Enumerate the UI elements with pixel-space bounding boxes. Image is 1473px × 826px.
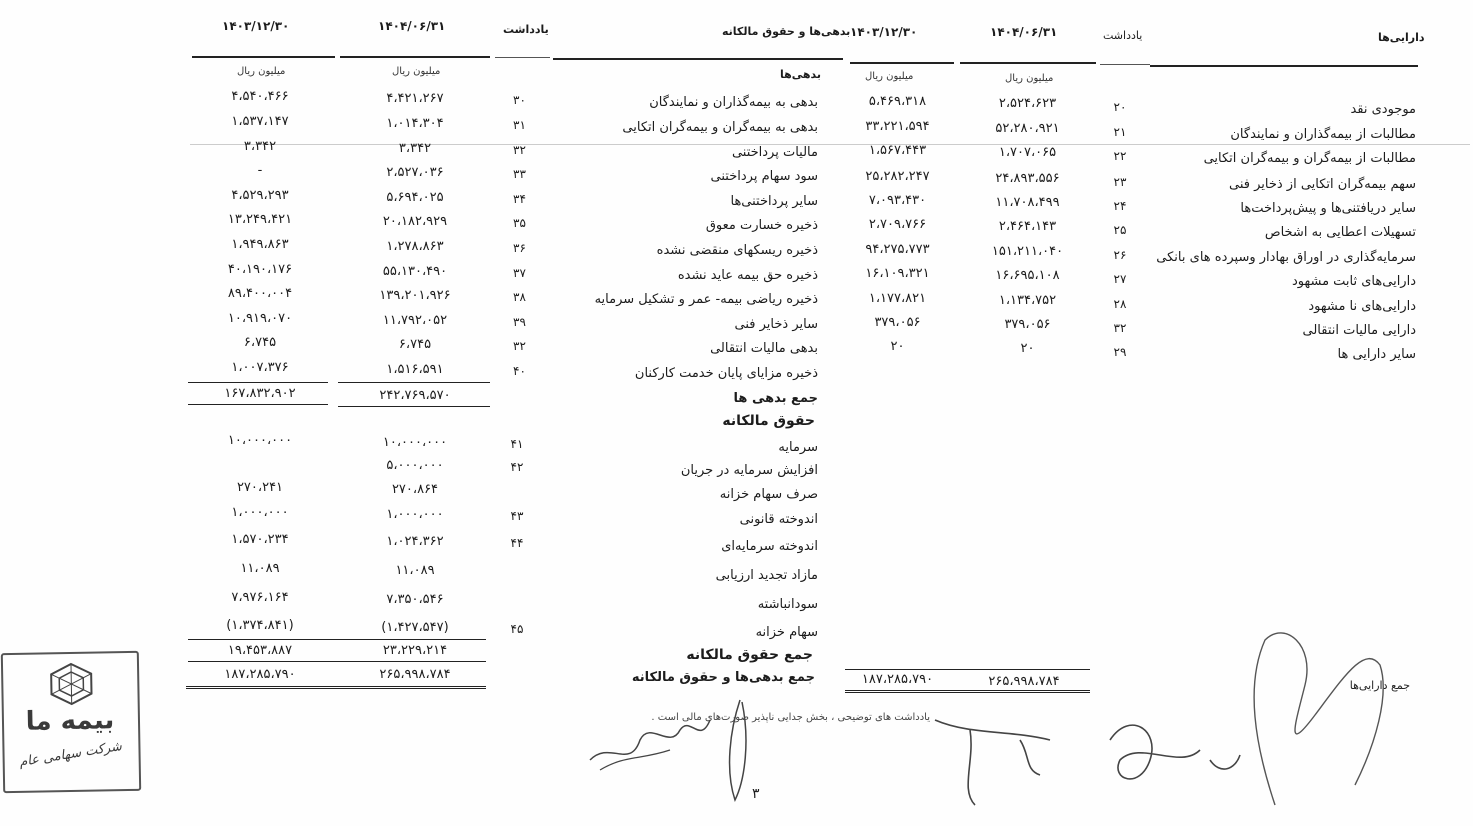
asset-row-value-1403: ۲۰ (890, 339, 905, 354)
liability-row-value-1403: - (257, 163, 263, 178)
equity-row-value-1404: ۱،۰۰۰،۰۰۰ (386, 507, 444, 522)
rule-liab-subtotal (188, 382, 328, 383)
liability-row-value-1404: ۲،۵۲۷،۰۳۶ (386, 165, 444, 180)
asset-row-note: ۲۲ (1113, 149, 1127, 163)
asset-row-note: ۲۴ (1113, 199, 1127, 213)
liability-row-note: ۳۸ (513, 290, 526, 304)
liability-row-note: ۳۱ (513, 118, 526, 132)
liability-row-value-1404: ۵،۶۹۴،۰۲۵ (386, 190, 444, 205)
asset-row-note: ۲۶ (1113, 248, 1127, 262)
asset-row-label: سایر دریافتنی‌ها و پیش‌پرداخت‌ها (1240, 201, 1416, 216)
assets-total-1403: ۱۸۷،۲۸۵،۷۹۰ (861, 672, 934, 687)
liability-row-value-1404: ۱،۰۱۴،۳۰۴ (386, 116, 444, 131)
liability-row-note: ۳۰ (513, 93, 526, 107)
liability-row-value-1404: ۱،۲۷۸،۸۶۳ (386, 239, 444, 254)
asset-row-label: سهم بیمه‌گران اتکایی از ذخایر فنی (1228, 177, 1416, 192)
equity-row-label: صرف سهام خزانه (719, 487, 818, 502)
equity-row-note: ۴۲ (510, 460, 524, 474)
liability-row-label: ذخیره خسارت معوق (705, 218, 818, 233)
asset-row-value-1404: ۲،۴۶۴،۱۴۳ (998, 219, 1057, 234)
asset-row-value-1404: ۵۲،۲۸۰،۹۲۱ (995, 121, 1060, 136)
stamp-subtitle: شرکت سهامی عام (18, 738, 123, 771)
signature-5 (1245, 625, 1395, 815)
liability-row-value-1403: ۳،۳۴۲ (243, 139, 277, 154)
equity-total-1404: ۲۳،۲۲۹،۲۱۴ (382, 643, 448, 658)
liability-row-note: ۳۷ (513, 266, 526, 280)
liability-row-value-1404: ۴،۴۲۱،۲۶۷ (386, 91, 444, 106)
header-date-1404-right: ۱۴۰۴/۰۶/۳۱ (990, 25, 1058, 39)
asset-row-label: تسهیلات اعطایی به اشخاص (1264, 225, 1416, 240)
liability-row-label: سود سهام پرداختنی (710, 169, 818, 184)
equity-row-label: سودانباشته (757, 597, 818, 612)
asset-row-value-1403: ۳۳،۲۲۱،۵۹۴ (865, 119, 930, 134)
rule-liab-total (188, 404, 328, 405)
asset-row-value-1404: ۱۶،۶۹۵،۱۰۸ (995, 268, 1060, 283)
asset-row-label: سایر دارایی ها (1337, 347, 1416, 362)
equity-row-value-1404: ۵،۰۰۰،۰۰۰ (386, 458, 444, 473)
rule-liab-total (338, 406, 490, 407)
unit-label: میلیون ریال (392, 66, 441, 77)
equity-row-value-1403: ۱،۰۰۰،۰۰۰ (231, 505, 289, 520)
asset-row-value-1403: ۷،۰۹۳،۴۳۰ (868, 193, 927, 208)
equity-row-value-1403: ۷،۹۷۶،۱۶۴ (231, 590, 289, 605)
header-rule-right-b (960, 62, 1096, 64)
liability-row-value-1404: ۱۳۹،۲۰۱،۹۲۶ (379, 288, 451, 303)
liability-row-value-1404: ۱،۵۱۶،۵۹۱ (386, 362, 444, 377)
liability-row-value-1403: ۱،۰۰۷،۳۷۶ (231, 360, 289, 375)
liability-row-note: ۳۲ (513, 143, 526, 157)
stamp-logo-icon (47, 662, 96, 707)
rule-grand-total (186, 686, 486, 689)
liability-row-value-1403: ۸۹،۴۰۰،۰۰۴ (227, 286, 293, 301)
rule-equity-total (188, 661, 486, 662)
liability-row-value-1404: ۱۱،۷۹۲،۰۵۲ (382, 313, 448, 328)
liability-row-value-1404: ۶،۷۴۵ (398, 337, 432, 352)
header-date-1403-left: ۱۴۰۳/۱۲/۳۰ (222, 19, 290, 33)
equity-row-value-1403: ۱،۵۷۰،۲۳۴ (231, 532, 289, 547)
liability-row-label: بدهی مالیات انتقالی (710, 341, 818, 356)
liability-row-value-1403: ۱۰،۹۱۹،۰۷۰ (227, 311, 293, 326)
rule-assets-total-top (845, 669, 1090, 670)
liability-row-value-1403: ۴،۵۴۰،۴۶۶ (231, 89, 289, 104)
equity-row-value-1404: ۱۱،۰۸۹ (395, 563, 435, 578)
liability-row-label: مالیات پرداختنی (731, 145, 818, 160)
header-date-1404-left: ۱۴۰۴/۰۶/۳۱ (378, 19, 446, 33)
grand-total-label: جمع بدهی‌ها و حقوق مالکانه (631, 670, 815, 685)
liability-row-value-1404: ۳،۳۴۲ (398, 141, 432, 156)
asset-row-value-1403: ۲۵،۲۸۲،۲۴۷ (865, 169, 930, 184)
liability-row-note: ۳۶ (513, 241, 526, 255)
asset-row-value-1404: ۲۴،۸۹۳،۵۵۶ (995, 171, 1060, 186)
header-note-left: یادداشت (503, 23, 549, 36)
asset-row-value-1404: ۲،۵۲۴،۶۲۳ (998, 96, 1057, 111)
liability-row-value-1403: ۴،۵۲۹،۲۹۳ (231, 188, 289, 203)
asset-row-label: سرمایه‌گذاری در اوراق بهادار وسپرده های بانکی (1156, 250, 1416, 265)
asset-row-value-1403: ۹۴،۲۷۵،۷۷۳ (865, 242, 930, 257)
header-rule-left-c (495, 57, 550, 58)
liability-row-value-1404: ۲۰،۱۸۲،۹۲۹ (382, 214, 448, 229)
liability-row-note: ۳۴ (513, 192, 526, 206)
asset-row-note: ۳۲ (1113, 321, 1127, 335)
liability-row-label: سایر پرداختنی‌ها (730, 194, 818, 209)
asset-row-value-1404: ۱،۱۳۴،۷۵۲ (998, 293, 1057, 308)
equity-row-label: اندوخته قانونی (739, 512, 818, 527)
equity-row-value-1403: ۱۰،۰۰۰،۰۰۰ (227, 433, 293, 448)
header-note-right: یادداشت (1103, 29, 1143, 42)
asset-row-value-1404: ۱،۷۰۷،۰۶۵ (998, 145, 1057, 160)
liability-row-value-1403: ۱،۹۴۹،۸۶۳ (231, 237, 289, 252)
liabilities-total-1403: ۱۶۷،۸۳۲،۹۰۲ (224, 386, 296, 401)
asset-row-label: مطالبات از بیمه‌گران و بیمه‌گران اتکایی (1203, 151, 1416, 166)
asset-row-note: ۲۳ (1113, 175, 1127, 189)
asset-row-value-1403: ۱،۵۶۷،۴۴۳ (868, 143, 927, 158)
grand-total-1403: ۱۸۷،۲۸۵،۷۹۰ (224, 667, 296, 682)
equity-row-value-1403: ۲۷۰،۲۴۱ (236, 480, 284, 495)
equity-row-label: اندوخته سرمایه‌ای (721, 539, 818, 554)
header-assets: دارایی‌ها (1378, 31, 1425, 44)
asset-row-value-1404: ۲۰ (1020, 341, 1035, 356)
asset-row-note: ۲۵ (1113, 223, 1127, 237)
equity-row-value-1403: ۱۱،۰۸۹ (240, 561, 280, 576)
signature-4 (1090, 700, 1270, 810)
assets-total-1404: ۲۶۵،۹۹۸،۷۸۴ (988, 674, 1060, 689)
equity-total-1403: ۱۹،۴۵۳،۸۸۷ (227, 643, 293, 658)
equity-row-value-1403: (۱،۳۷۴،۸۴۱) (226, 618, 294, 633)
equity-row-label: مازاد تجدید ارزیابی (715, 568, 818, 583)
liability-row-value-1403: ۱۳،۲۴۹،۴۲۱ (227, 212, 293, 227)
asset-row-value-1404: ۳۷۹،۰۵۶ (1004, 317, 1051, 332)
rule-liab-subtotal (338, 382, 490, 383)
liability-row-label: ذخیره ریاضی بیمه- عمر و تشکیل سرمایه (594, 292, 818, 307)
header-rule-right-d (1150, 65, 1418, 67)
asset-row-note: ۲۱ (1113, 125, 1127, 139)
signature-1 (580, 700, 720, 780)
asset-row-label: دارایی مالیات انتقالی (1302, 323, 1416, 338)
asset-row-label: موجودی نقد (1350, 102, 1416, 117)
grand-total-1404: ۲۶۵،۹۹۸،۷۸۴ (379, 667, 451, 682)
asset-row-value-1403: ۱۶،۱۰۹،۳۲۱ (865, 266, 930, 281)
equity-row-note: ۴۳ (510, 509, 524, 523)
header-liabilities-equity: بدهی‌ها و حقوق مالکانه (722, 25, 851, 38)
liabilities-total-1404: ۲۴۲،۷۶۹،۵۷۰ (379, 388, 451, 403)
liability-row-label: ذخیره ریسکهای منقضی نشده (656, 243, 818, 258)
equity-row-note: ۴۵ (510, 622, 524, 636)
unit-label: میلیون ریال (1005, 73, 1054, 84)
equity-row-value-1404: ۲۷۰،۸۶۴ (391, 482, 439, 497)
equity-section-title: حقوق مالکانه (722, 413, 815, 429)
equity-row-value-1404: ۱،۰۲۴،۳۶۲ (386, 534, 444, 549)
liability-row-note: ۳۵ (513, 216, 526, 230)
rule-assets-total (845, 690, 1090, 693)
equity-row-label: سرمایه (778, 440, 818, 455)
footnote: یادداشت های توضیحی ، بخش جدایی ناپذیر صورت‌های مالی است . (651, 712, 930, 723)
liability-row-note: ۴۰ (513, 364, 526, 378)
header-rule-right-a (850, 62, 954, 64)
asset-row-label: دارایی‌های ثابت مشهود (1291, 274, 1416, 289)
stamp-brand: بیمه ما (25, 705, 115, 737)
company-stamp (1, 651, 141, 793)
liability-row-value-1403: ۴۰،۱۹۰،۱۷۶ (227, 262, 293, 277)
header-rule-left-a (192, 56, 335, 58)
signature-3 (930, 700, 1110, 810)
equity-row-label: افزایش سرمایه در جریان (680, 463, 818, 478)
asset-row-value-1403: ۵،۴۶۹،۳۱۸ (868, 94, 927, 109)
liability-row-label: بدهی به بیمه‌گذاران و نمایندگان (649, 95, 818, 110)
liability-row-label: ذخیره مزایای پایان خدمت کارکنان (634, 366, 818, 381)
unit-label: میلیون ریال (237, 66, 286, 77)
header-rule-mid (553, 58, 843, 60)
liability-row-label: بدهی به بیمه‌گران و بیمه‌گران اتکایی (622, 120, 818, 135)
asset-row-label: مطالبات از بیمه‌گذاران و نمایندگان (1230, 127, 1416, 142)
unit-label: میلیون ریال (865, 71, 914, 82)
liability-row-label: ذخیره حق بیمه عاید نشده (677, 268, 818, 283)
liability-row-label: سایر ذخایر فنی (734, 317, 818, 332)
header-date-1403-right: ۱۴۰۳/۱۲/۳۰ (850, 25, 918, 39)
equity-row-note: ۴۱ (510, 437, 524, 451)
asset-row-value-1404: ۱۱،۷۰۸،۴۹۹ (995, 195, 1060, 210)
page-number: ۳ (752, 786, 760, 802)
equity-row-label: سهام خزانه (755, 625, 818, 640)
asset-row-note: ۲۷ (1113, 272, 1127, 286)
signature-2 (710, 690, 770, 810)
liability-row-note: ۳۲ (513, 339, 526, 353)
header-rule-right-c (1100, 64, 1150, 65)
assets-total-label: جمع دارایی‌ها (1349, 679, 1410, 692)
header-rule-left-b (340, 56, 490, 58)
liabilities-section-title: بدهی‌ها (780, 68, 821, 81)
equity-row-value-1404: ۷،۳۵۰،۵۴۶ (386, 592, 444, 607)
liabilities-total-label: جمع بدهی ها (733, 391, 818, 406)
liability-row-note: ۳۹ (513, 315, 526, 329)
liability-row-value-1404: ۵۵،۱۳۰،۴۹۰ (382, 264, 448, 279)
equity-row-value-1404: ۱۰،۰۰۰،۰۰۰ (382, 435, 448, 450)
asset-row-value-1403: ۱،۱۷۷،۸۲۱ (868, 291, 927, 306)
asset-row-value-1403: ۳۷۹،۰۵۶ (874, 315, 921, 330)
rule-equity-subtotal (188, 639, 486, 640)
asset-row-note: ۲۹ (1113, 345, 1127, 359)
asset-row-label: دارایی‌های نا مشهود (1308, 299, 1416, 314)
liability-row-value-1403: ۶،۷۴۵ (243, 335, 277, 350)
asset-row-value-1404: ۱۵۱،۲۱۱،۰۴۰ (991, 244, 1064, 259)
liability-row-note: ۳۳ (513, 167, 526, 181)
equity-row-note: ۴۴ (510, 536, 524, 550)
equity-total-label: جمع حقوق مالکانه (686, 647, 813, 663)
asset-row-note: ۲۰ (1113, 100, 1127, 114)
asset-row-note: ۲۸ (1113, 297, 1127, 311)
equity-row-value-1404: (۱،۴۲۷،۵۴۷) (381, 620, 449, 635)
liability-row-value-1403: ۱،۵۳۷،۱۴۷ (231, 114, 289, 129)
asset-row-value-1403: ۲،۷۰۹،۷۶۶ (868, 217, 927, 232)
